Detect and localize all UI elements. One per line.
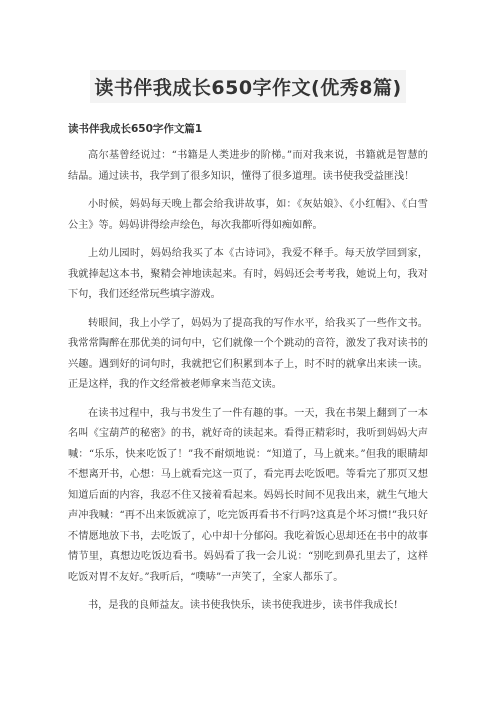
paragraph-5: 在读书过程中，我与书发生了一件有趣的事。一天，我在书架上翻到了一本名叫《宝葫芦的秘密》的书，就好奇的读起来。看得正精彩时，我听到妈妈大声喊：“乐乐，快来吃饭了！”我不耐烦地说：“知道了，马上就来。”但我的眼睛却不想离开书，心想：马上就看完这一页了，看完再去吃饭吧。等看完了那页又想知道后面的内容，我忍不住又接着看起来。妈妈长时间不见我出来，就生气地大声冲我喊：“再不出来饭就凉了，吃完饭再看书不行吗?这真是个坏习惯!”我只好不情愿地放下书，去吃饭了，心中却十分郁闷。我吃着饭心思却还在书中的故事情节里，真想边吃饭边看书。妈妈看了我一会儿说：“别吃到鼻孔里去了，这样吃饭对胃不友好。”我听后，“噗哧”一声笑了，全家人都乐了。 <box>68 407 428 583</box>
document-title: 读书伴我成长650字作文(优秀8篇) <box>90 70 405 103</box>
title-wrapper <box>68 0 428 103</box>
paragraph-4: 转眼间，我上小学了，妈妈为了提高我的写作水平，给我买了一些作文书。我常常陶醉在那优美的词句中，它们就像一个个跳动的音符，激发了我对读书的兴趣。遇到好的词句时，我就把它们积累到本子上，时不时的就拿出来读一读。正是这样，我的作文经常被老师拿来当范文读。 <box>68 317 428 390</box>
section-heading: 读书伴我成长650字作文篇1 <box>68 123 203 135</box>
paragraph-2: 小时候，妈妈每天晚上都会给我讲故事，如：《灰姑娘》、《小红帽》、《白雪公主》等。妈妈讲得绘声绘色，每次我都听得如痴如醉。 <box>68 199 428 231</box>
paragraph-3: 上幼儿园时，妈妈给我买了本《古诗词》，我爱不释手。每天放学回到家，我就捧起这本书，聚精会神地读起来。有时，妈妈还会考考我，她说上句，我对下句，我们还经常玩些填字游戏。 <box>68 248 428 300</box>
paragraph-1: 高尔基曾经说过：“书籍是人类进步的阶梯。”而对我来说，书籍就是智慧的结晶。通过读书，我学到了很多知识，懂得了很多道理。读书使我受益匪浅！ <box>68 150 428 182</box>
paragraph-6: 书，是我的良师益友。读书使我快乐，读书使我进步，读书伴我成长! <box>88 600 398 611</box>
